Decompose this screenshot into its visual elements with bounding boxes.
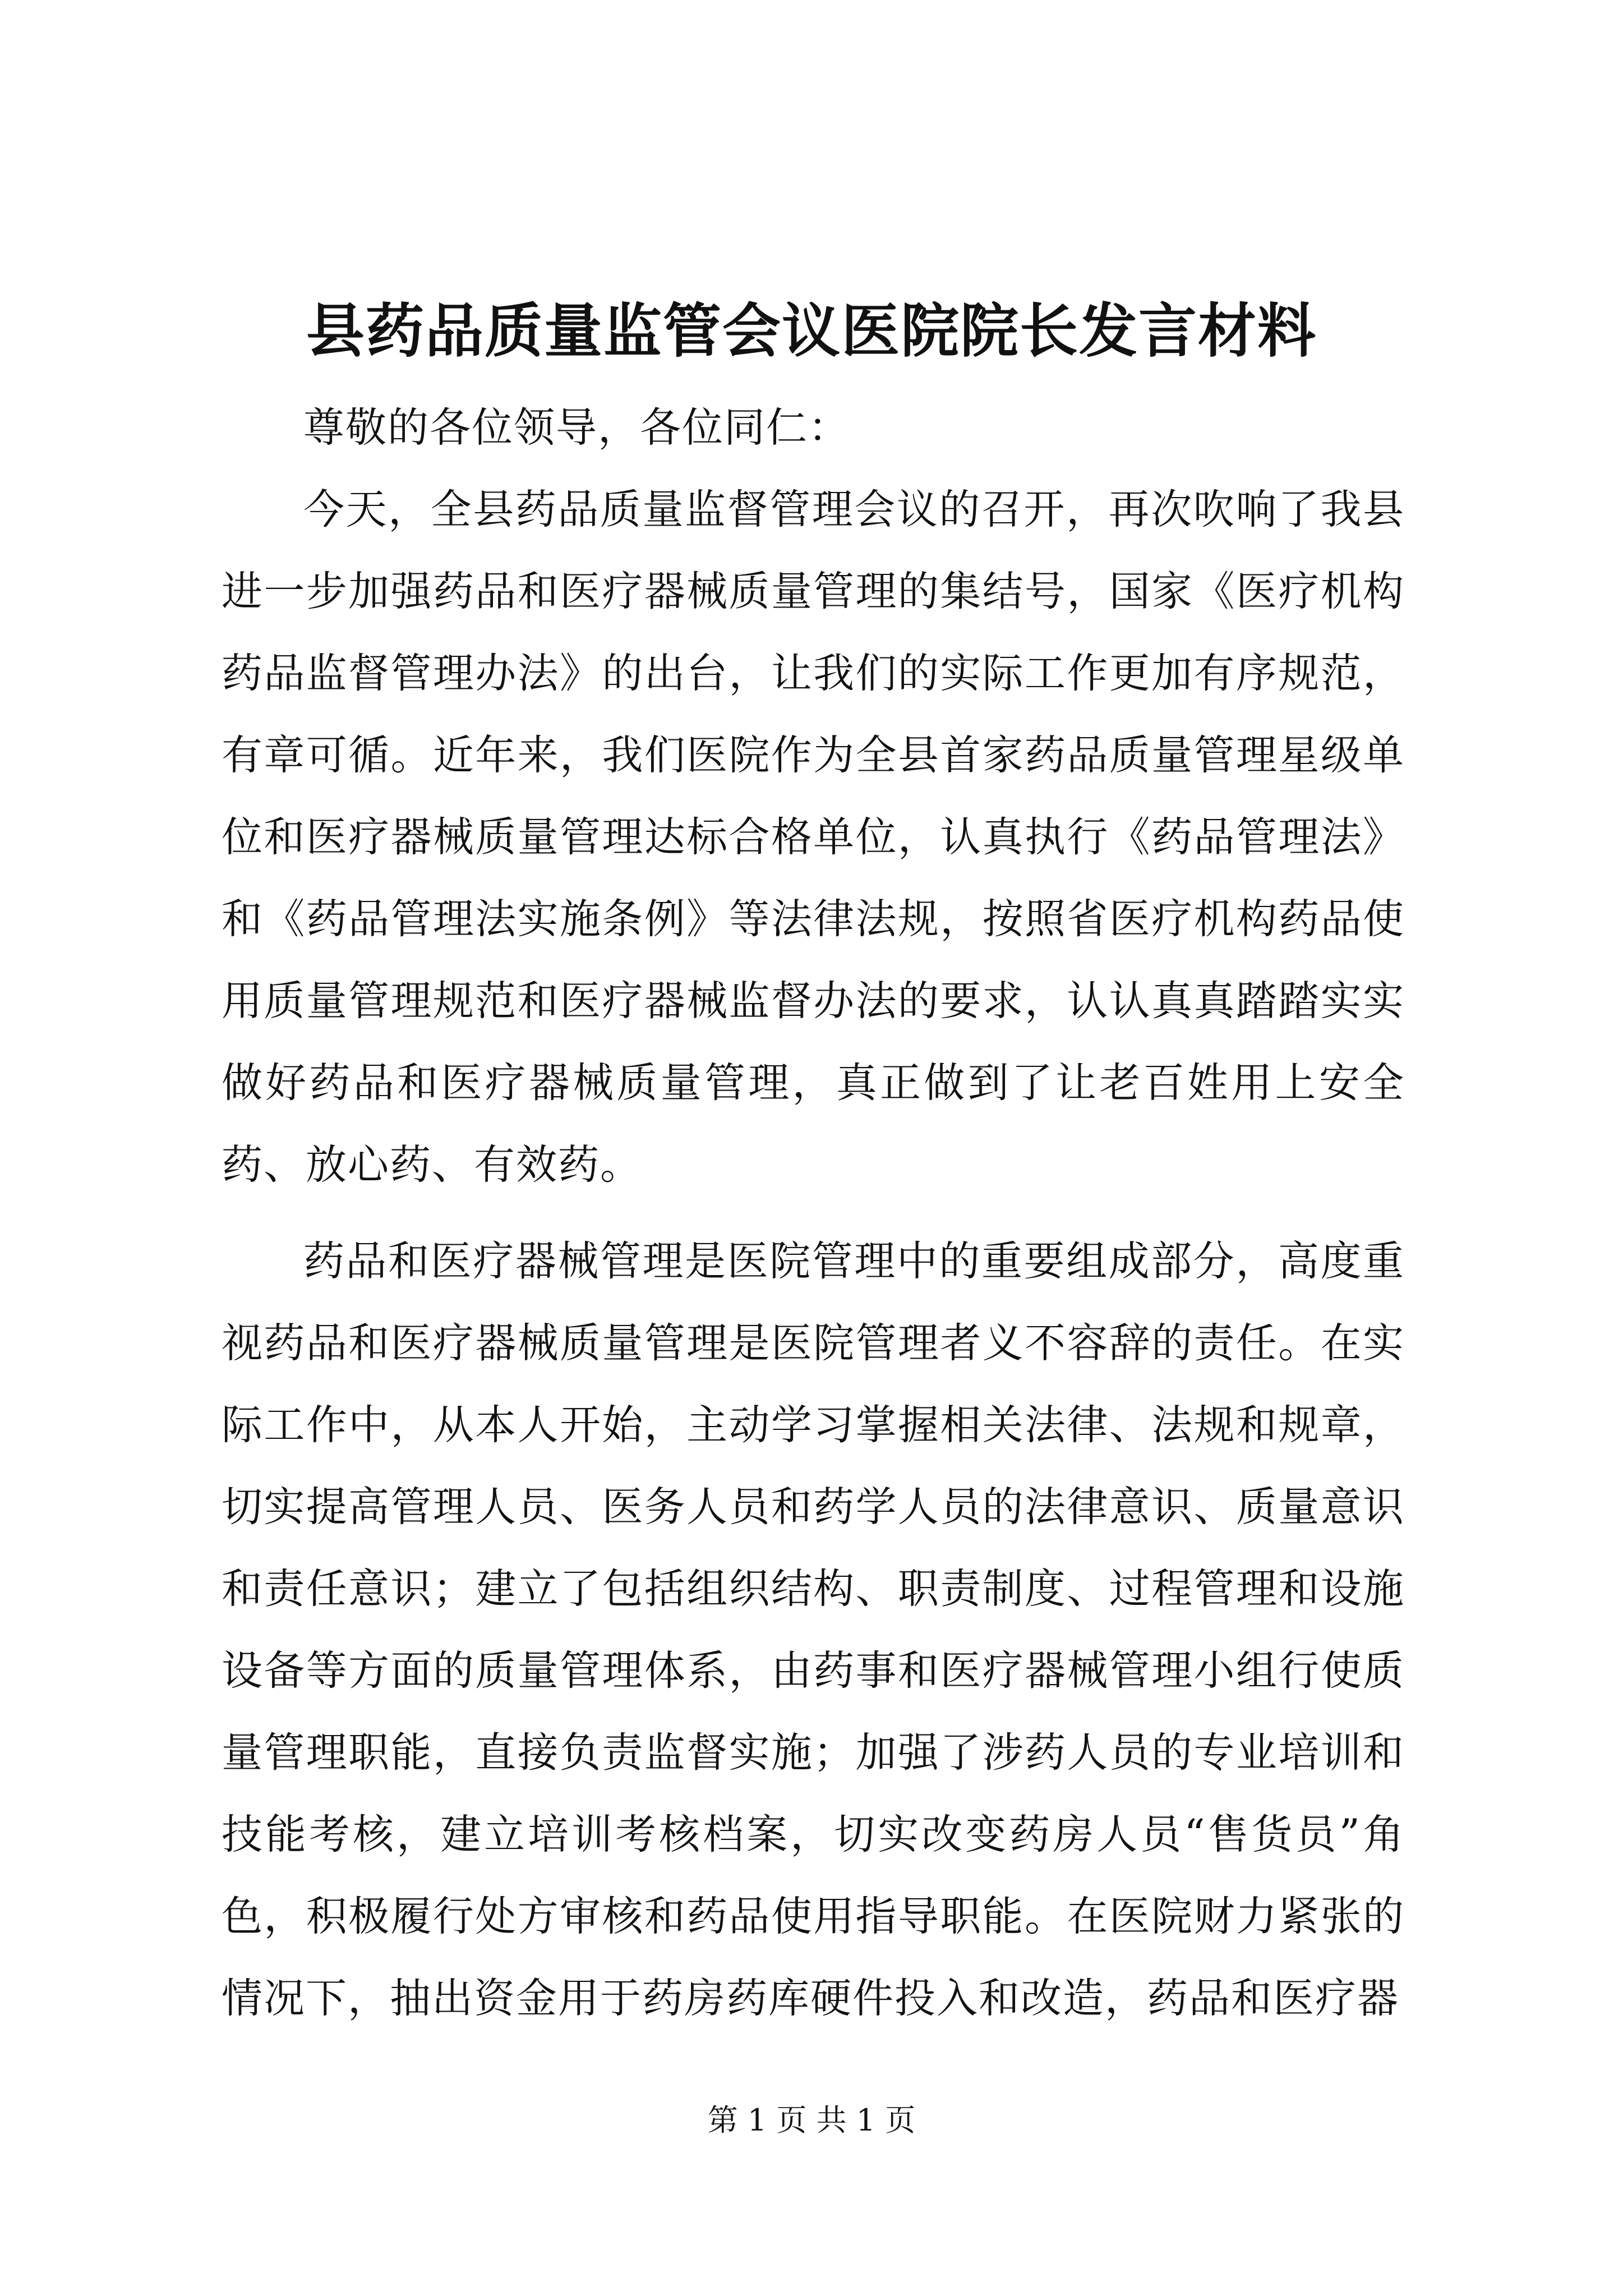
salutation: 尊敬的各位领导，各位同仁： (303, 404, 850, 452)
page-footer (0, 2101, 1623, 2140)
document-body (222, 387, 1405, 2040)
page-number: 第 1 页 共 1 页 (707, 2102, 916, 2138)
paragraph-2: 药品和医疗器械管理是医院管理中的重要组成部分，高度重视药品和医疗器械质量管理是医院管理者义不容辞的责任。在实际工作中，从本人开始，主动学习掌握相关法律、法规和规章，切实提高管理人员、医务人员和药学人员的法律意识、质量意识和责任意识；建立了包括组织结构、职责制度、过程管理和设施设备等方面的质量管理体系，由药事和医疗器械管理小组行使质量管理职能，直接负责监督实施；加强了涉药人员的专业培训和技能考核，建立培训考核档案，切实改变药房人员“售货员”角色，积极履行处方审核和药品使用指导职能。在医院财力紧张的情况下，抽出资金用于药房药库硬件投入和改造，药品和医疗器 (222, 1237, 1405, 2022)
paragraph-1: 今天，全县药品质量监督管理会议的召开，再次吹响了我县进一步加强药品和医疗器械质量管理的集结号，国家《医疗机构药品监督管理办法》的出台，让我们的实际工作更加有序规范，有章可循。近年来，我们医院作为全县首家药品质量管理星级单位和医疗器械质量管理达标合格单位，认真执行《药品管理法》和《药品管理法实施条例》等法律法规，按照省医疗机构药品使用质量管理规范和医疗器械监督办法的要求，认认真真踏踏实实做好药品和医疗器械质量管理，真正做到了让老百姓用上安全药、放心药、有效药。 (222, 486, 1405, 1189)
document-title: 县药品质量监管会议医院院长发言材料 (306, 296, 1317, 365)
